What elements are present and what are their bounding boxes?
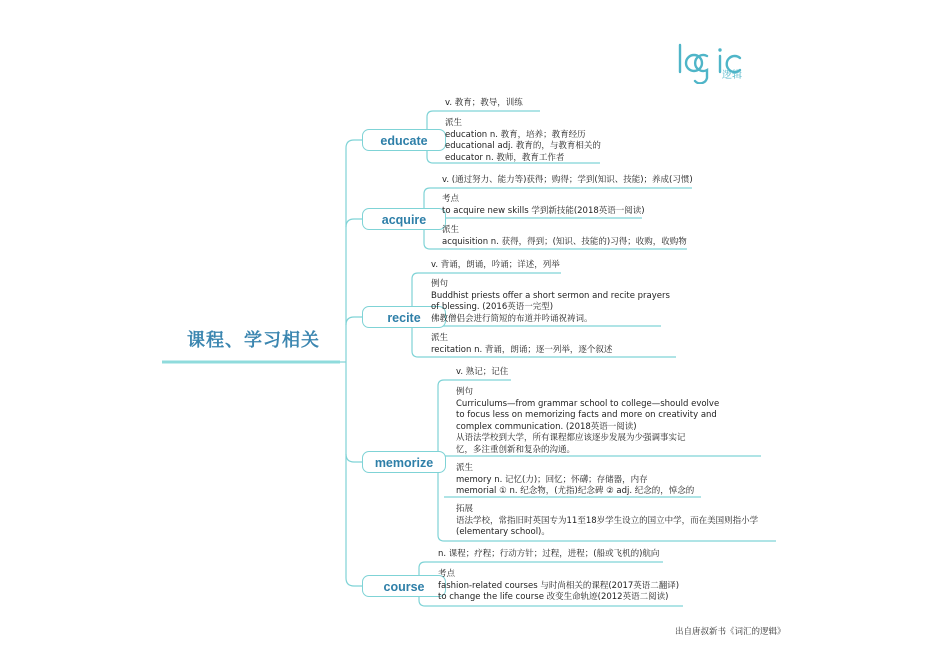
group-line: to focus less on memorizing facts and more on creativity and [456, 410, 717, 421]
word-node-acquire[interactable]: acquire [362, 208, 446, 230]
word-node-course[interactable]: course [362, 575, 446, 597]
group-line: Curriculums—from grammar school to college—should evolve [456, 398, 720, 409]
connector-line [438, 535, 444, 541]
group-line: memorial ① n. 纪念物，(尤指)纪念碑 ② adj. 纪念的，悼念的 [456, 486, 695, 497]
logic-logo-icon [676, 42, 756, 84]
group-label: 派生 [442, 225, 460, 235]
connector-line [346, 140, 362, 148]
connector-line [424, 188, 430, 194]
group-label: 派生 [431, 333, 449, 343]
group-label: 例句 [431, 279, 449, 289]
group-line: 语法学校，常指旧时英国专为11至18岁学生设立的国立中学，而在美国则指小学 [456, 515, 759, 526]
group-label: 派生 [456, 463, 474, 473]
connector-line [427, 157, 433, 163]
group-line: educational adj. 教育的，与教育相关的 [445, 141, 601, 152]
meaning-text: v. (通过努力、能力等)获得；购得；学到(知识、技能)；养成(习惯) [442, 175, 693, 185]
group-line: fashion-related courses 与时尚相关的课程(2017英语二翻译) [438, 580, 680, 591]
connector-line [346, 454, 362, 462]
connector-line [346, 578, 362, 586]
group-line: memory n. 记忆(力)；回忆；怀礴；存储器，内存 [456, 474, 648, 485]
group-line: acquisition n. 获得，得到；(知识、技能的)习得；收购，收购物 [442, 236, 687, 247]
connector-line [419, 600, 425, 606]
connector-line [412, 273, 418, 279]
word-node-educate[interactable]: educate [362, 129, 446, 151]
connector-line [427, 111, 433, 117]
connector-line [424, 243, 430, 249]
group-line: education n. 教育，培养；教育经历 [445, 129, 586, 140]
connector-line [412, 351, 418, 357]
source-footer: 出自唐叔新书《词汇的逻辑》 [675, 627, 786, 637]
word-node-memorize[interactable]: memorize [362, 451, 446, 473]
group-line: to change the life course 改变生命轨迹(2012英语二阅读) [438, 592, 669, 603]
connector-line [346, 317, 362, 325]
root-title: 课程、学习相关 [187, 330, 320, 351]
connector-line [346, 219, 362, 227]
connector-line [419, 562, 425, 568]
group-line: educator n. 教师，教育工作者 [445, 152, 565, 163]
group-label: 例句 [456, 387, 474, 397]
group-line: to acquire new skills 学到新技能(2018英语一阅读) [442, 205, 645, 216]
logo-cn-text: 逻辑 [722, 70, 742, 81]
group-label: 考点 [438, 569, 456, 579]
group-line: 从语法学校到大学，所有课程都应该逐步发展为少强调事实记 [456, 433, 686, 444]
group-line: complex communication. (2018英语一阅读) [456, 421, 637, 432]
group-line: 忆，多注重创新和复杂的沟通。 [456, 445, 576, 455]
group-line: 佛教僧侣会进行简短的布道并吟诵祝祷词。 [431, 313, 593, 324]
group-label: 拓展 [456, 504, 474, 514]
meaning-text: v. 熟记；记住 [456, 367, 509, 377]
meaning-text: v. 教育；教导，训练 [445, 98, 523, 108]
connector-line [438, 380, 444, 386]
group-label: 考点 [442, 194, 460, 204]
meaning-text: v. 背诵，朗诵，吟诵；详述，列举 [431, 260, 560, 270]
group-line: recitation n. 背诵，朗诵；逐一列举，逐个叙述 [431, 344, 613, 355]
group-line: of blessing. (2016英语一完型) [431, 302, 554, 313]
word-node-recite[interactable]: recite [362, 306, 446, 328]
group-line: (elementary school)。 [456, 527, 550, 538]
group-label: 派生 [445, 118, 463, 128]
meaning-text: n. 课程；疗程；行动方针；过程，进程；(船或飞机的)航向 [438, 549, 660, 559]
group-line: Buddhist priests offer a short sermon and recite prayers [431, 290, 670, 301]
